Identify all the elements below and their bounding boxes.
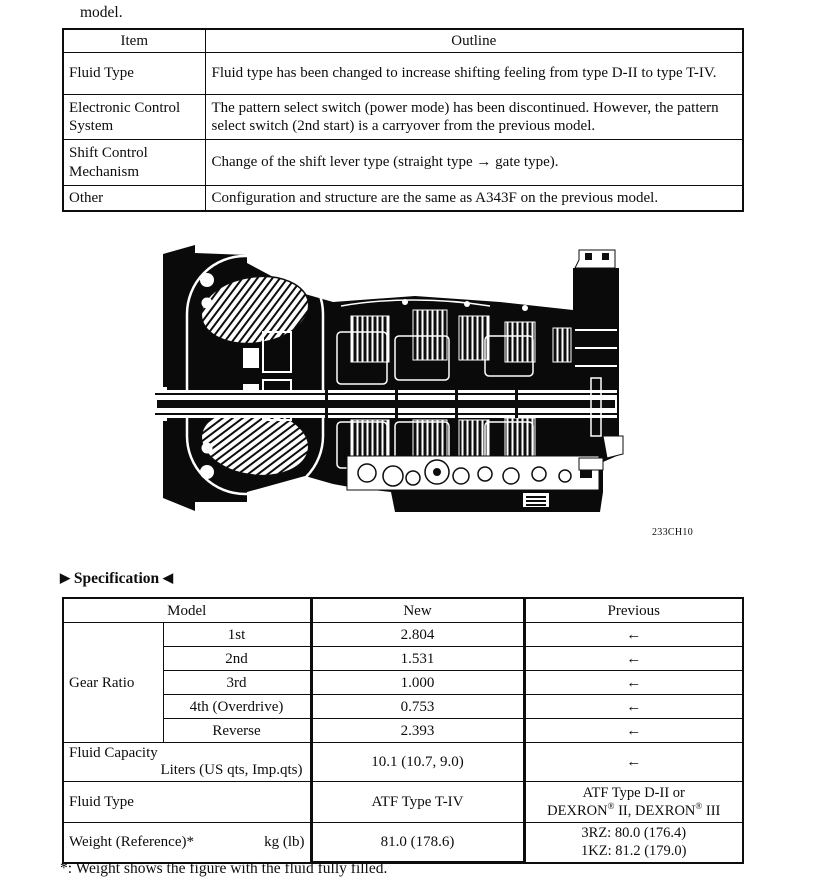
table-row bbox=[63, 598, 743, 623]
footnote: *: Weight shows the figure with the fluid fully filled. bbox=[60, 860, 388, 877]
table-row bbox=[63, 823, 743, 863]
cell-outline: Fluid type has been changed to increase shifting feeling from type D-II to type T-IV. bbox=[205, 53, 743, 95]
cell-gear: 4th (Overdrive) bbox=[163, 695, 311, 719]
fluid-capacity-units: Liters (US qts, Imp.qts) bbox=[160, 762, 303, 778]
carryover-arrow: ← bbox=[524, 623, 743, 647]
cell-new-value: 10.1 (10.7, 9.0) bbox=[311, 743, 524, 782]
cell-outline: Configuration and structure are the same as A343F on the previous model. bbox=[205, 186, 743, 212]
valve-body bbox=[347, 456, 599, 490]
weight-previous bbox=[524, 823, 743, 863]
specification-heading bbox=[60, 570, 173, 588]
cell-gear: 2nd bbox=[163, 647, 311, 671]
gear-ratio-label: Gear Ratio bbox=[63, 623, 163, 743]
transmission-cross-section-figure bbox=[155, 240, 625, 521]
fluid-type-label: Fluid Type bbox=[63, 782, 311, 823]
cell-new-value: 2.393 bbox=[311, 719, 524, 743]
table-row bbox=[63, 140, 743, 186]
table-row bbox=[63, 695, 743, 719]
spec-header-previous: Previous bbox=[524, 598, 743, 623]
table-row bbox=[63, 743, 743, 782]
overview-table bbox=[62, 28, 744, 212]
table-row bbox=[63, 782, 743, 823]
registered-trademark-icon: ® bbox=[695, 801, 703, 812]
cell-gear: 1st bbox=[163, 623, 311, 647]
table-row bbox=[63, 186, 743, 212]
fluid-type-previous-line2: DEXRON® II, DEXRON® III bbox=[547, 801, 721, 819]
carryover-arrow: ← bbox=[524, 719, 743, 743]
cell-outline: Change of the shift lever type (straight type → gate type). bbox=[205, 140, 743, 186]
cell-item: Electronic Control System bbox=[63, 95, 205, 140]
overview-header-item: Item bbox=[63, 29, 205, 53]
cell-item: Shift Control Mechanism bbox=[63, 140, 205, 186]
cell-gear: Reverse bbox=[163, 719, 311, 743]
table-row bbox=[63, 95, 743, 140]
table-row bbox=[63, 53, 743, 95]
clipped-paragraph-text: model. bbox=[80, 4, 123, 21]
cell-item: Other bbox=[63, 186, 205, 212]
heading-right-triangle-icon: ◀ bbox=[163, 570, 173, 585]
registered-trademark-icon: ® bbox=[607, 801, 615, 812]
carryover-arrow: ← bbox=[524, 647, 743, 671]
cell-new-value: 2.804 bbox=[311, 623, 524, 647]
weight-label-cell bbox=[63, 823, 311, 863]
table-row bbox=[63, 29, 743, 53]
overview-header-outline: Outline bbox=[205, 29, 743, 53]
fluid-capacity-label bbox=[63, 743, 311, 782]
weight-unit: kg (lb) bbox=[264, 834, 305, 851]
cell-outline: The pattern select switch (power mode) has been discontinued. However, the pattern select switch (2nd start) is a carryover from the previous model. bbox=[205, 95, 743, 140]
spec-header-model: Model bbox=[63, 598, 311, 623]
weight-previous-line2: 1KZ: 81.2 (179.0) bbox=[581, 843, 687, 860]
carryover-arrow: ← bbox=[524, 671, 743, 695]
table-row bbox=[63, 623, 743, 647]
cell-new-value: 81.0 (178.6) bbox=[311, 823, 524, 863]
weight-label: Weight (Reference)* bbox=[69, 834, 194, 851]
main-shaft bbox=[155, 387, 617, 421]
transmission-cross-section-diagram bbox=[155, 240, 625, 521]
specification-heading-label: Specification bbox=[73, 570, 160, 587]
cell-new-value: 1.531 bbox=[311, 647, 524, 671]
cell-item: Fluid Type bbox=[63, 53, 205, 95]
cell-new-value: 0.753 bbox=[311, 695, 524, 719]
fluid-type-previous-line1: ATF Type D-II or bbox=[582, 785, 685, 801]
fluid-capacity-title: Fluid Capacity bbox=[69, 745, 158, 761]
spec-header-new: New bbox=[311, 598, 524, 623]
specification-table bbox=[62, 597, 744, 864]
cell-new-value: ATF Type T-IV bbox=[311, 782, 524, 823]
table-row bbox=[63, 647, 743, 671]
heading-left-triangle-icon: ▶ bbox=[60, 570, 70, 585]
carryover-arrow: ← bbox=[524, 743, 743, 782]
figure-caption: 233CH10 bbox=[652, 527, 693, 538]
weight-previous-line1: 3RZ: 80.0 (176.4) bbox=[581, 825, 687, 842]
cell-new-value: 1.000 bbox=[311, 671, 524, 695]
table-row bbox=[63, 719, 743, 743]
cell-gear: 3rd bbox=[163, 671, 311, 695]
oil-pan bbox=[523, 493, 549, 507]
table-row bbox=[63, 671, 743, 695]
carryover-arrow: ← bbox=[524, 695, 743, 719]
fluid-type-previous bbox=[524, 782, 743, 823]
